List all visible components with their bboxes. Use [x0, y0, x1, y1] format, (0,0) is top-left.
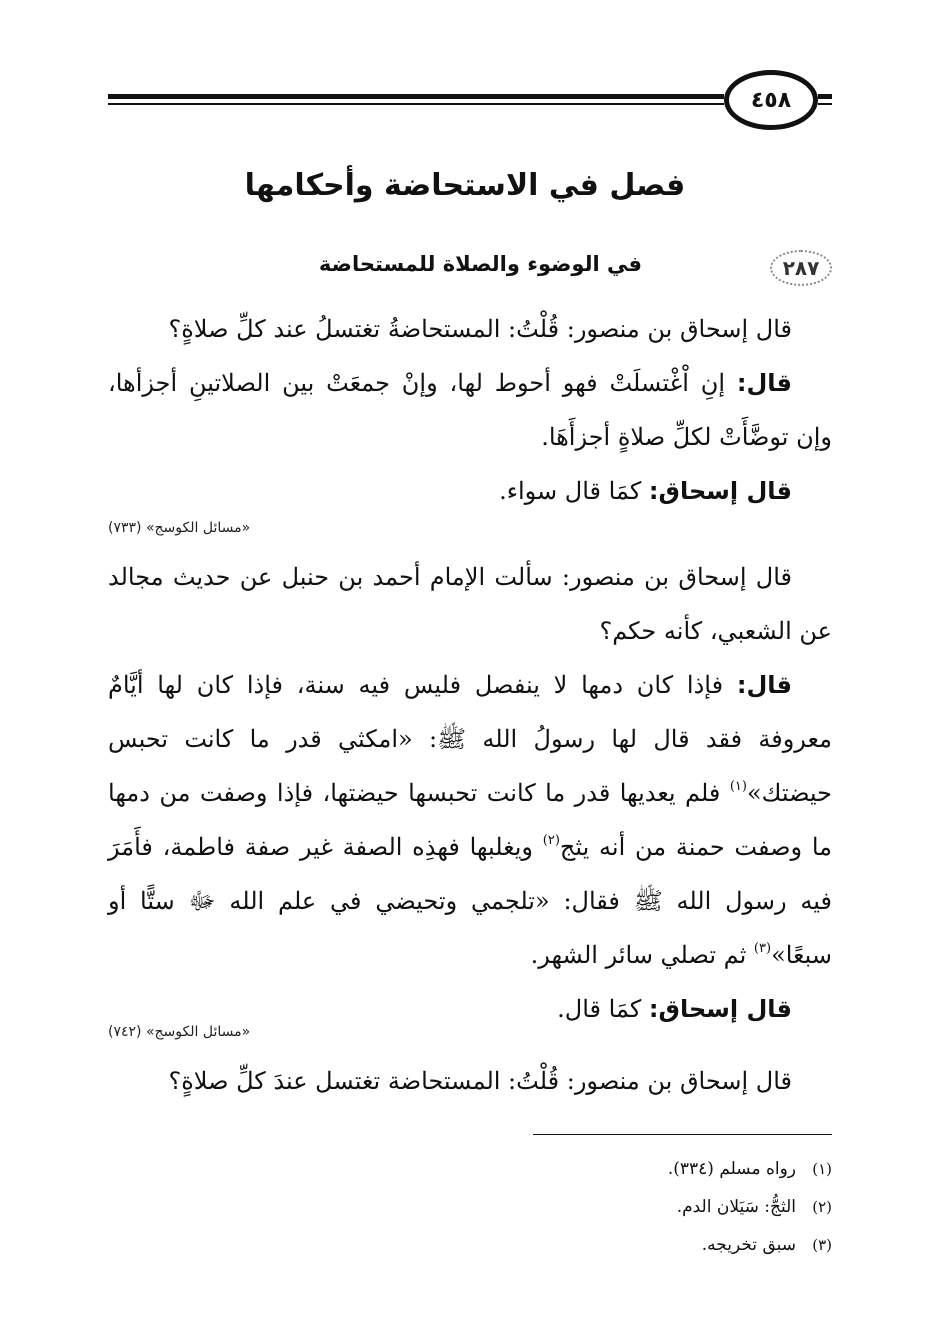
answer-paragraph — [108, 658, 832, 982]
answer-text-3: ويغلبها فهذِه الصفة غير صفة فاطمة، فأَمَرَ فيه رسول الله ﷺ فقال: «تلجمي وتحيضي في علم الله ﷻ ستًّا أو سبعًا» — [108, 833, 832, 969]
header-rule-thick — [108, 94, 724, 99]
answer-text-2: فلم يعديها قدر ما كانت تحبسها حيضتها، فإذا وصفت من دمها ما وصفت حمنة من أنه يثج — [108, 779, 833, 861]
footnote-item: (١)رواه مسلم (٣٣٤). — [667, 1159, 832, 1179]
footnote-divider — [533, 1134, 832, 1135]
ishaq-label: قال إسحاق: — [648, 995, 792, 1023]
header-rule-right-thick — [818, 94, 832, 99]
answer-label: قال: — [736, 671, 792, 699]
block-1 — [108, 302, 832, 518]
ishaq-label: قال إسحاق: — [648, 477, 792, 505]
footnote-ref-1: (١) — [729, 779, 747, 794]
page-header — [108, 70, 832, 134]
chapter-title: فصل في الاستحاضة وأحكامها — [244, 168, 686, 203]
question-paragraph: قال إسحاق بن منصور: قُلْتُ: المستحاضةُ تغتسلُ عند كلِّ صلاةٍ؟ — [168, 315, 792, 343]
footnote-ref-3: (٣) — [753, 941, 772, 956]
footnote-item: (٣)سبق تخريجه. — [701, 1235, 832, 1255]
block-2 — [108, 550, 832, 1036]
section-number: ٢٨٧ — [770, 250, 832, 286]
answer-label: قال: — [736, 369, 792, 397]
answer-text: إنِ اْغْتسلَتْ فهو أحوط لها، وإنْ جمعَتْ بين الصلاتينِ أجزأها، وإن توضَّأَتْ لكلِّ صلاةٍ أجزأَهَا. — [108, 369, 832, 451]
header-rule-thin — [108, 103, 724, 105]
footnote-ref-2: (٢) — [542, 833, 560, 848]
source-reference-2: «مسائل الكوسج» (٧٤٢) — [108, 1024, 251, 1040]
header-rule-right-thin — [818, 103, 832, 105]
question-paragraph: قال إسحاق بن منصور: قُلْتُ: المستحاضة تغتسل عندَ كلِّ صلاةٍ؟ — [168, 1067, 792, 1095]
ishaq-text: كمَا قال سواء. — [499, 477, 642, 505]
section-title: في الوضوء والصلاة للمستحاضة — [318, 252, 642, 276]
answer-text-4: ثم تصلي سائر الشهر. — [530, 941, 747, 969]
answer-text-1: فإذا كان دمها لا ينفصل فليس فيه سنة، فإذا كان لها أيَّامٌ معروفة فقد قال لها رسولُ الله ﷺ: «امكثي قدر ما كانت تحبس حيضتك» — [108, 671, 832, 807]
footnotes — [108, 1150, 832, 1264]
source-reference-1: «مسائل الكوسج» (٧٣٣) — [108, 520, 251, 536]
page-number: ٤٥٨ — [724, 70, 818, 130]
section-heading — [108, 250, 832, 290]
block-3 — [108, 1054, 832, 1108]
question-paragraph: قال إسحاق بن منصور: سألت الإمام أحمد بن حنبل عن حديث مجالد عن الشعبي، كأنه حكم؟ — [108, 563, 832, 645]
answer-paragraph — [108, 356, 832, 464]
ishaq-paragraph — [108, 464, 832, 518]
footnote-item: (٢)الثجُّ: سَيَلان الدم. — [676, 1197, 832, 1217]
ishaq-text: كمَا قال. — [557, 995, 642, 1023]
